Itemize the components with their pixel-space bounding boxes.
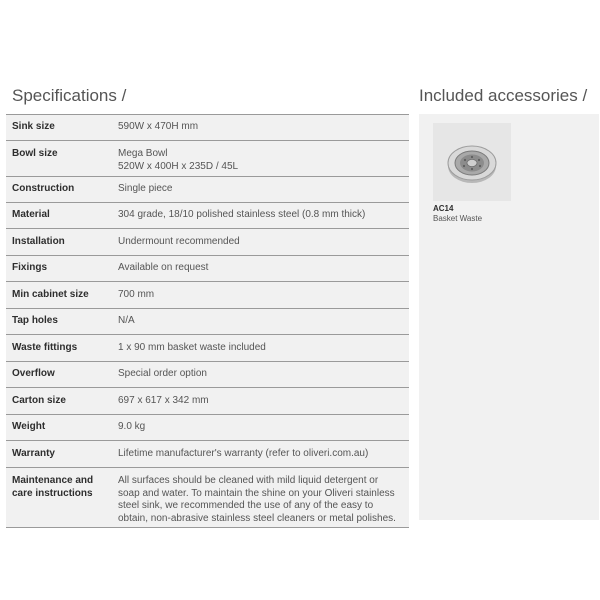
spec-label: Fixings bbox=[12, 262, 48, 274]
spec-row-installation bbox=[6, 229, 409, 256]
spec-label: Min cabinet size bbox=[12, 288, 89, 300]
spec-value: Special order option bbox=[118, 368, 207, 380]
spec-value-line: steel sink, we recommended the use of any of the easy to bbox=[118, 500, 374, 511]
spec-value: Single piece bbox=[118, 183, 173, 195]
spec-value: Lifetime manufacturer's warranty (refer to oliveri.com.au) bbox=[118, 447, 369, 459]
basket-waste-icon bbox=[433, 123, 511, 201]
spec-row-warranty bbox=[6, 441, 409, 468]
spec-label: Weight bbox=[12, 421, 46, 433]
spec-value: 1 x 90 mm basket waste included bbox=[118, 341, 266, 353]
spec-label: Material bbox=[12, 209, 50, 221]
spec-row-min-cabinet-size bbox=[6, 282, 409, 309]
spec-label: Warranty bbox=[12, 447, 55, 459]
spec-row-bowl-size bbox=[6, 141, 409, 177]
spec-row-material bbox=[6, 203, 409, 229]
spec-value: 590W x 470H mm bbox=[118, 121, 199, 133]
spec-value-line: obtain, non-abrasive stainless steel cleaners or metal polishes. bbox=[118, 512, 396, 524]
spec-value bbox=[114, 475, 403, 525]
spec-row-carton-size bbox=[6, 388, 409, 415]
spec-row-sink-size bbox=[6, 115, 409, 141]
accessory-card bbox=[433, 123, 511, 223]
spec-value: 9.0 kg bbox=[118, 421, 146, 433]
spec-value: N/A bbox=[118, 315, 135, 327]
spec-label bbox=[12, 475, 114, 500]
spec-value-line: Mega Bowl bbox=[118, 148, 168, 159]
spec-label: Overflow bbox=[12, 368, 55, 380]
accessories-heading: Included accessories / bbox=[419, 86, 588, 105]
accessory-code: AC14 bbox=[433, 204, 454, 213]
spec-label: Sink size bbox=[12, 121, 55, 133]
spec-row-construction bbox=[6, 177, 409, 203]
spec-row-tap-holes bbox=[6, 309, 409, 335]
specifications-table bbox=[6, 114, 409, 528]
accessory-name: Basket Waste bbox=[433, 214, 483, 223]
accessories-panel bbox=[419, 114, 599, 520]
spec-label-line: Maintenance and bbox=[12, 475, 94, 486]
specifications-heading: Specifications / bbox=[12, 86, 127, 105]
spec-row-maintenance bbox=[6, 468, 409, 528]
spec-row-overflow bbox=[6, 362, 409, 388]
spec-label: Tap holes bbox=[12, 315, 58, 327]
spec-row-waste-fittings bbox=[6, 335, 409, 362]
spec-value: 700 mm bbox=[118, 288, 155, 300]
spec-label: Bowl size bbox=[12, 148, 58, 159]
spec-value-line: 520W x 400H x 235D / 45L bbox=[118, 160, 239, 172]
spec-row-fixings bbox=[6, 256, 409, 282]
spec-value: 697 x 617 x 342 mm bbox=[118, 394, 209, 406]
spec-label: Carton size bbox=[12, 394, 66, 406]
spec-value-line: soap and water. To maintain the shine on your Oliveri stainless bbox=[118, 487, 395, 499]
spec-label: Construction bbox=[12, 183, 75, 195]
basket-waste-image bbox=[433, 123, 511, 201]
spec-label-line: care instructions bbox=[12, 487, 93, 499]
spec-value bbox=[114, 148, 403, 173]
spec-value: Available on request bbox=[118, 262, 209, 274]
spec-value: Undermount recommended bbox=[118, 235, 240, 247]
spec-label: Installation bbox=[12, 235, 65, 247]
spec-label: Waste fittings bbox=[12, 341, 78, 353]
spec-value: 304 grade, 18/10 polished stainless steel (0.8 mm thick) bbox=[118, 209, 366, 221]
spec-row-weight bbox=[6, 415, 409, 441]
spec-value-line: All surfaces should be cleaned with mild liquid detergent or bbox=[118, 475, 379, 486]
